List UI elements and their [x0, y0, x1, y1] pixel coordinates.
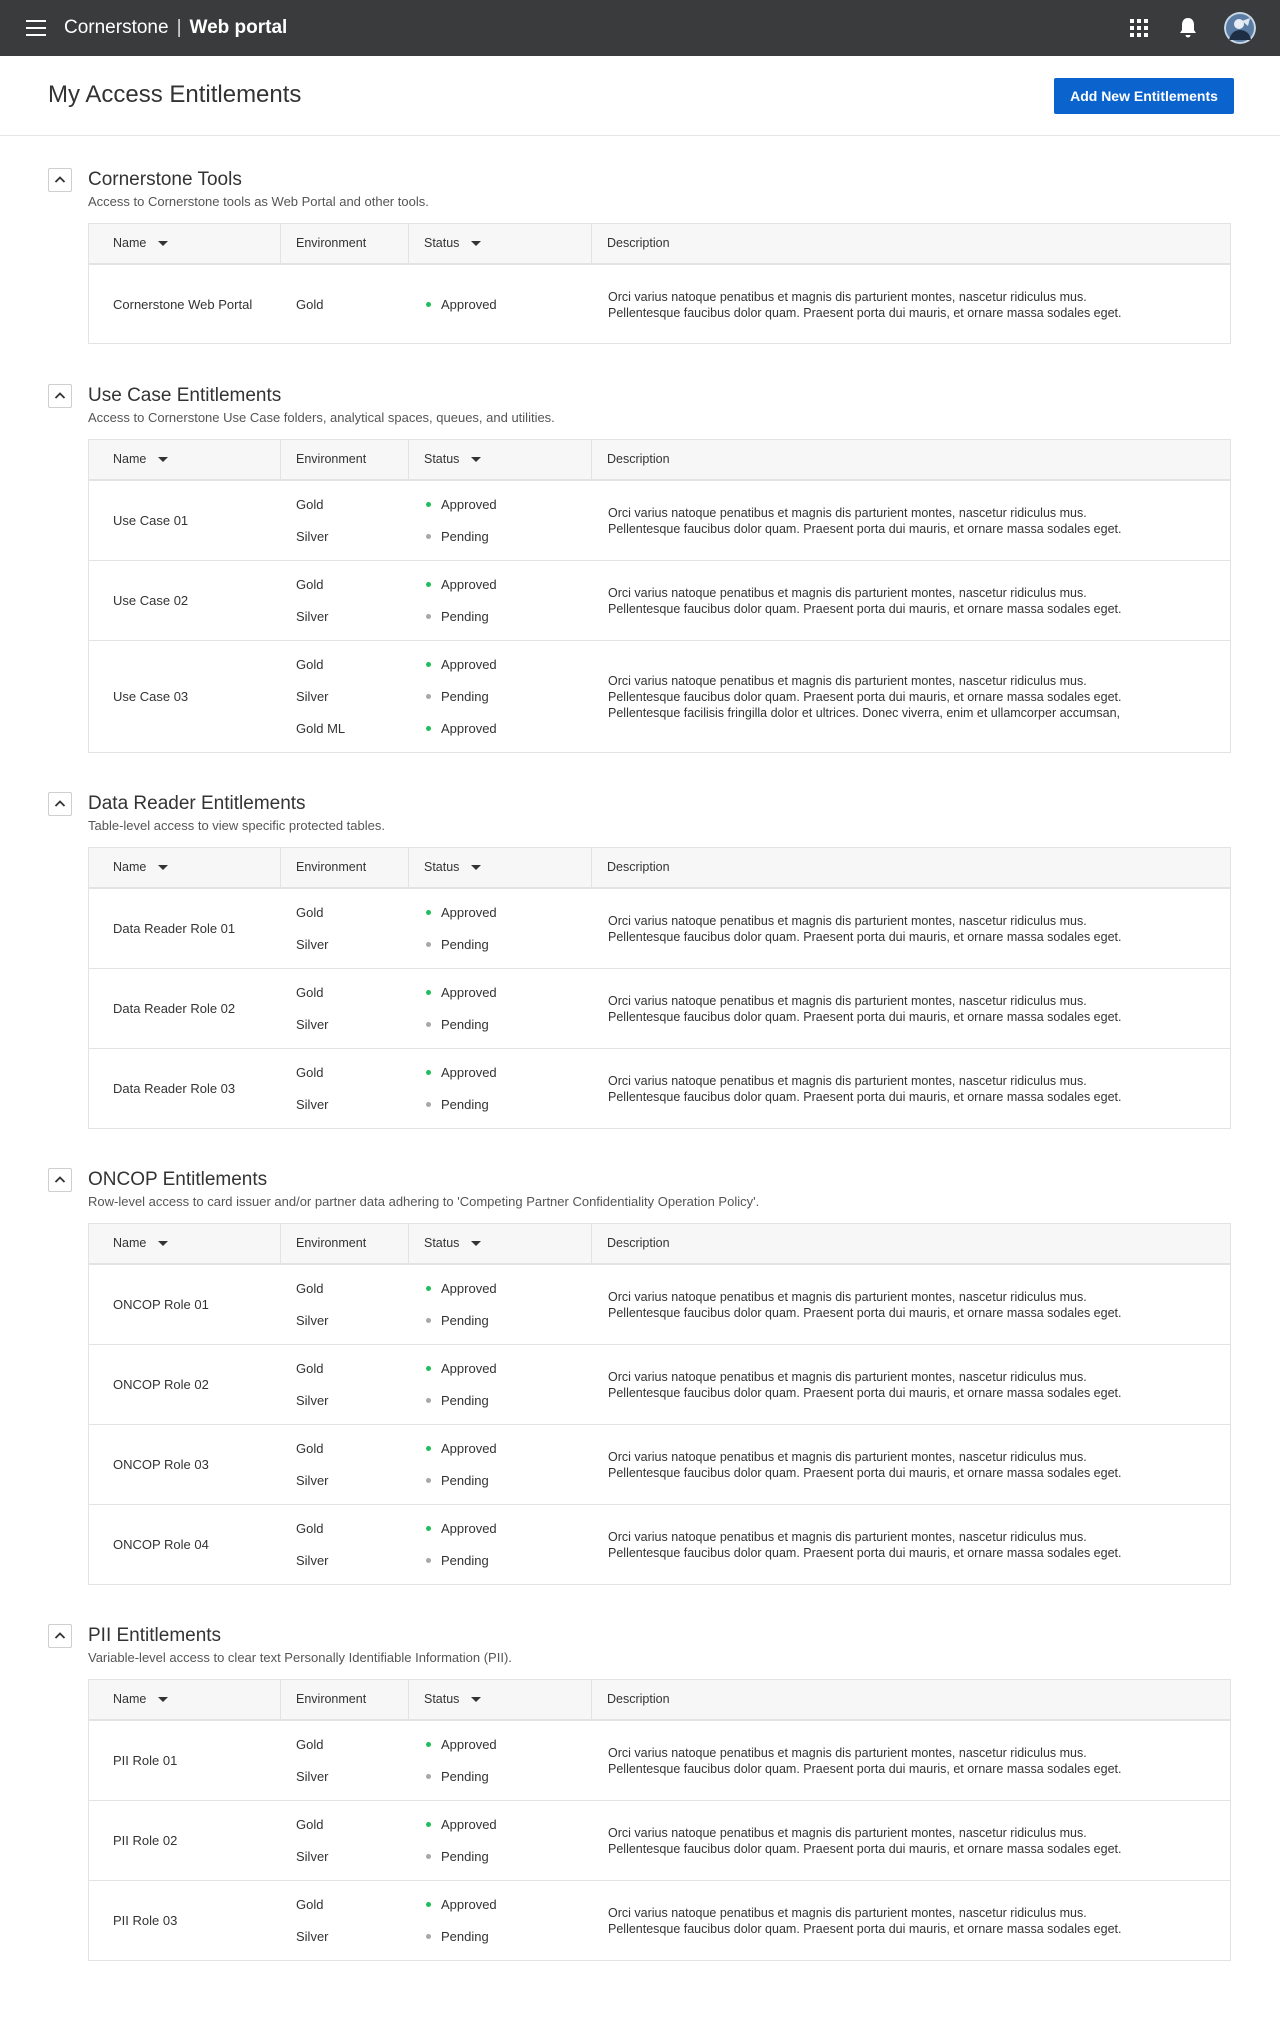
status-value — [426, 937, 489, 952]
status-label: Pending — [441, 689, 489, 704]
column-divider — [408, 848, 409, 887]
status-dot-icon — [426, 614, 431, 619]
status-label: Approved — [441, 657, 497, 672]
status-value — [426, 1441, 497, 1456]
sort-caret-down-icon[interactable] — [471, 865, 481, 870]
column-divider — [591, 848, 592, 887]
environment-value: Silver — [296, 1553, 329, 1568]
environment-value: Gold — [296, 1817, 324, 1832]
column-header-name[interactable]: Name — [113, 1680, 168, 1719]
status-label: Pending — [441, 609, 489, 624]
column-divider — [280, 224, 281, 263]
status-dot-icon — [426, 1286, 431, 1291]
status-dot-icon — [426, 1022, 431, 1027]
table-header — [89, 848, 1230, 888]
status-dot-icon — [426, 1366, 431, 1371]
status-label: Approved — [441, 577, 497, 592]
description-line: Pellentesque faucibus dolor quam. Praesent porta dui mauris, et ornare massa sodales eget. — [608, 602, 1122, 616]
status-dot-icon — [426, 1102, 431, 1107]
entitlement-description — [608, 1073, 1208, 1105]
table-row — [89, 1344, 1230, 1424]
status-label: Pending — [441, 1849, 489, 1864]
status-label: Pending — [441, 1017, 489, 1032]
table-row — [89, 1720, 1230, 1800]
environment-value: Gold — [296, 1737, 324, 1752]
collapse-section-button[interactable] — [48, 792, 72, 816]
column-divider — [280, 1224, 281, 1263]
entitlement-name: Data Reader Role 01 — [113, 921, 236, 936]
entitlement-name: Cornerstone Web Portal — [113, 296, 253, 312]
environment-value: Gold — [296, 657, 324, 672]
status-dot-icon — [426, 942, 431, 947]
collapse-section-button[interactable] — [48, 384, 72, 408]
environment-value: Gold — [296, 1065, 324, 1080]
entitlement-description — [608, 289, 1208, 321]
table-header — [89, 1224, 1230, 1264]
status-value — [426, 1553, 489, 1568]
column-divider — [280, 848, 281, 887]
entitlements-table — [88, 1223, 1231, 1585]
status-dot-icon — [426, 1446, 431, 1451]
collapse-section-button[interactable] — [48, 1624, 72, 1648]
table-row — [89, 1800, 1230, 1880]
entitlement-description — [608, 1745, 1208, 1777]
environment-value: Gold — [296, 905, 324, 920]
table-row — [89, 1048, 1230, 1128]
sort-caret-down-icon[interactable] — [158, 1241, 168, 1246]
chevron-up-icon — [54, 799, 66, 809]
description-line: Orci varius natoque penatibus et magnis dis parturient montes, nascetur ridiculus mus. — [608, 914, 1087, 928]
status-value — [426, 721, 497, 736]
column-header-description: Description — [607, 860, 670, 874]
status-dot-icon — [426, 1526, 431, 1531]
status-label: Approved — [441, 905, 497, 920]
column-header-name[interactable]: Name — [113, 1224, 168, 1263]
status-value — [426, 1737, 497, 1752]
description-line: Pellentesque faucibus dolor quam. Praesent porta dui mauris, et ornare massa sodales eget. — [608, 1306, 1122, 1320]
description-line: Pellentesque faucibus dolor quam. Praesent porta dui mauris, et ornare massa sodales eget. — [608, 1386, 1122, 1400]
description-line: Orci varius natoque penatibus et magnis dis parturient montes, nascetur ridiculus mus. — [608, 994, 1087, 1008]
environment-value: Silver — [296, 1849, 329, 1864]
sort-caret-down-icon[interactable] — [158, 457, 168, 462]
status-label: Approved — [441, 1737, 497, 1752]
column-divider — [408, 1680, 409, 1719]
description-line: Orci varius natoque penatibus et magnis dis parturient montes, nascetur ridiculus mus. — [608, 506, 1087, 520]
status-dot-icon — [426, 1318, 431, 1323]
status-dot-icon — [426, 694, 431, 699]
description-line: Orci varius natoque penatibus et magnis dis parturient montes, nascetur ridiculus mus. — [608, 1906, 1087, 1920]
status-value — [426, 1521, 497, 1536]
section-title: Use Case Entitlements — [88, 385, 282, 406]
status-label: Approved — [441, 1441, 497, 1456]
column-header-name[interactable]: Name — [113, 224, 168, 263]
status-dot-icon — [426, 534, 431, 539]
environment-value: Silver — [296, 1017, 329, 1032]
environment-value: Silver — [296, 1929, 329, 1944]
status-label: Pending — [441, 529, 489, 544]
collapse-section-button[interactable] — [48, 168, 72, 192]
sort-caret-down-icon[interactable] — [471, 1241, 481, 1246]
description-line: Pellentesque faucibus dolor quam. Praesent porta dui mauris, et ornare massa sodales eget. — [608, 690, 1122, 704]
table-row — [89, 968, 1230, 1048]
status-dot-icon — [426, 1742, 431, 1747]
sort-caret-down-icon[interactable] — [158, 241, 168, 246]
environment-value: Gold — [296, 985, 324, 1000]
description-line: Orci varius natoque penatibus et magnis dis parturient montes, nascetur ridiculus mus. — [608, 586, 1087, 600]
environment-value: Silver — [296, 1473, 329, 1488]
environment-value: Gold — [296, 1897, 324, 1912]
status-value — [426, 1313, 489, 1328]
status-dot-icon — [426, 1934, 431, 1939]
environment-value: Silver — [296, 1313, 329, 1328]
status-dot-icon — [426, 910, 431, 915]
environment-value: Silver — [296, 1393, 329, 1408]
chevron-up-icon — [54, 391, 66, 401]
column-header-environment: Environment — [296, 236, 367, 250]
page-title: My Access Entitlements — [48, 81, 302, 108]
status-value — [426, 297, 497, 312]
column-header-status[interactable]: Status — [424, 848, 481, 887]
column-divider — [591, 440, 592, 479]
entitlement-name: PII Role 03 — [113, 1913, 178, 1928]
description-line: Pellentesque faucibus dolor quam. Praesent porta dui mauris, et ornare massa sodales eget. — [608, 1010, 1122, 1024]
entitlement-description — [608, 1289, 1208, 1321]
description-line: Orci varius natoque penatibus et magnis dis parturient montes, nascetur ridiculus mus. — [608, 1370, 1087, 1384]
sort-caret-down-icon[interactable] — [471, 457, 481, 462]
description-line: Pellentesque faucibus dolor quam. Praesent porta dui mauris, et ornare massa sodales eget. — [608, 305, 1122, 320]
status-label: Pending — [441, 1553, 489, 1568]
top-bar — [0, 0, 1280, 56]
environment-value: Gold — [296, 1521, 324, 1536]
section-subtitle: Variable-level access to clear text Personally Identifiable Information (PII). — [88, 1650, 512, 1665]
status-value — [426, 985, 497, 1000]
status-dot-icon — [426, 1070, 431, 1075]
column-header-description: Description — [607, 1236, 670, 1250]
status-dot-icon — [426, 1774, 431, 1779]
sort-caret-down-icon[interactable] — [471, 241, 481, 246]
status-label: Approved — [441, 1521, 497, 1536]
entitlement-description — [608, 1529, 1208, 1561]
entitlement-description — [608, 993, 1208, 1025]
status-value — [426, 1817, 497, 1832]
status-value — [426, 1769, 489, 1784]
table-row — [89, 1424, 1230, 1504]
table-row — [89, 480, 1230, 560]
status-value — [426, 657, 497, 672]
status-dot-icon — [426, 502, 431, 507]
status-value — [426, 1361, 497, 1376]
column-header-description: Description — [607, 236, 670, 250]
column-header-status[interactable]: Status — [424, 224, 481, 263]
description-line: Orci varius natoque penatibus et magnis dis parturient montes, nascetur ridiculus mus. — [608, 1826, 1087, 1840]
status-value — [426, 609, 489, 624]
environment-value: Silver — [296, 609, 329, 624]
status-label: Pending — [441, 937, 489, 952]
notification-bell-icon[interactable] — [1179, 17, 1197, 39]
status-dot-icon — [426, 990, 431, 995]
column-header-name[interactable]: Name — [113, 440, 168, 479]
entitlement-name: Use Case 02 — [113, 593, 189, 608]
status-dot-icon — [426, 302, 431, 307]
description-line: Orci varius natoque penatibus et magnis dis parturient montes, nascetur ridiculus mus. — [608, 1746, 1087, 1760]
sort-caret-down-icon[interactable] — [158, 865, 168, 870]
table-row — [89, 1504, 1230, 1584]
section-title: ONCOP Entitlements — [88, 1169, 268, 1190]
description-line: Pellentesque faucibus dolor quam. Praesent porta dui mauris, et ornare massa sodales eget. — [608, 1922, 1122, 1936]
status-label: Pending — [441, 1769, 489, 1784]
status-value — [426, 1897, 497, 1912]
description-line: Pellentesque faucibus dolor quam. Praesent porta dui mauris, et ornare massa sodales eget. — [608, 1842, 1122, 1856]
description-line: Orci varius natoque penatibus et magnis dis parturient montes, nascetur ridiculus mus. — [608, 1074, 1087, 1088]
entitlement-name: Data Reader Role 02 — [113, 1001, 236, 1016]
column-divider — [280, 440, 281, 479]
entitlements-table — [88, 847, 1231, 1129]
description-line: Pellentesque faucibus dolor quam. Praesent porta dui mauris, et ornare massa sodales eget. — [608, 1090, 1122, 1104]
status-label: Approved — [441, 296, 497, 312]
table-header — [89, 224, 1230, 264]
environment-value: Silver — [296, 529, 329, 544]
environment-value: Silver — [296, 937, 329, 952]
description-line: Pellentesque faucibus dolor quam. Praesent porta dui mauris, et ornare massa sodales eget. — [608, 1546, 1122, 1560]
column-header-status[interactable]: Status — [424, 1680, 481, 1719]
entitlement-name: ONCOP Role 02 — [113, 1377, 209, 1392]
entitlement-description — [608, 913, 1208, 945]
entitlement-name: Use Case 01 — [113, 513, 189, 528]
table-header — [89, 440, 1230, 480]
description-line: Pellentesque faucibus dolor quam. Praesent porta dui mauris, et ornare massa sodales eget. — [608, 1466, 1122, 1480]
entitlement-name: PII Role 01 — [113, 1753, 178, 1768]
column-header-environment: Environment — [296, 1692, 367, 1706]
column-header-environment: Environment — [296, 452, 367, 466]
entitlement-name: ONCOP Role 01 — [113, 1297, 209, 1312]
environment-value: Gold — [296, 577, 324, 592]
status-label: Approved — [441, 1361, 497, 1376]
status-dot-icon — [426, 1478, 431, 1483]
environment-value: Gold — [296, 1361, 324, 1376]
status-label: Approved — [441, 1897, 497, 1912]
column-divider — [408, 224, 409, 263]
status-dot-icon — [426, 1902, 431, 1907]
section-title: Cornerstone Tools — [88, 169, 242, 190]
environment-value: Gold — [296, 296, 324, 312]
environment-value: Gold — [296, 1441, 324, 1456]
entitlements-table — [88, 439, 1231, 753]
environment-value: Silver — [296, 689, 329, 704]
status-dot-icon — [426, 1854, 431, 1859]
table-header — [89, 1680, 1230, 1720]
brand-separator: | — [176, 17, 182, 38]
status-value — [426, 1929, 489, 1944]
section-subtitle: Table-level access to view specific protected tables. — [88, 818, 385, 833]
status-value — [426, 1393, 489, 1408]
status-label: Pending — [441, 1313, 489, 1328]
status-label: Approved — [441, 1281, 497, 1296]
entitlement-description — [608, 505, 1208, 537]
entitlement-description — [608, 673, 1208, 721]
column-divider — [591, 1224, 592, 1263]
status-dot-icon — [426, 1558, 431, 1563]
entitlement-description — [608, 585, 1208, 617]
table-row — [89, 888, 1230, 968]
environment-value: Silver — [296, 1769, 329, 1784]
entitlement-name: PII Role 02 — [113, 1833, 178, 1848]
sort-caret-down-icon[interactable] — [158, 1697, 168, 1702]
entitlement-name: Data Reader Role 03 — [113, 1081, 236, 1096]
status-label: Pending — [441, 1393, 489, 1408]
status-value — [426, 1281, 497, 1296]
table-row — [89, 560, 1230, 640]
status-dot-icon — [426, 662, 431, 667]
description-line: Pellentesque faucibus dolor quam. Praesent porta dui mauris, et ornare massa sodales eget. — [608, 930, 1122, 944]
status-value — [426, 497, 497, 512]
description-line: Orci varius natoque penatibus et magnis dis parturient montes, nascetur ridiculus mus. — [608, 289, 1087, 304]
section-title: PII Entitlements — [88, 1625, 222, 1646]
entitlement-name: ONCOP Role 04 — [113, 1537, 209, 1552]
entitlements-table — [88, 1679, 1231, 1961]
collapse-section-button[interactable] — [48, 1168, 72, 1192]
entitlement-description — [608, 1825, 1208, 1857]
table-row — [89, 640, 1230, 752]
column-header-description: Description — [607, 1692, 670, 1706]
description-line: Orci varius natoque penatibus et magnis dis parturient montes, nascetur ridiculus mus. — [608, 674, 1087, 688]
page-header — [0, 56, 1280, 136]
column-header-environment: Environment — [296, 1236, 367, 1250]
section-subtitle: Access to Cornerstone Use Case folders, analytical spaces, queues, and utilities. — [88, 410, 555, 425]
status-label: Pending — [441, 1473, 489, 1488]
menu-icon[interactable] — [26, 20, 46, 36]
description-line: Pellentesque faucibus dolor quam. Praesent porta dui mauris, et ornare massa sodales eget. — [608, 522, 1122, 536]
status-value — [426, 1473, 489, 1488]
status-label: Pending — [441, 1929, 489, 1944]
table-row — [89, 1880, 1230, 1960]
status-label: Approved — [441, 1817, 497, 1832]
status-value — [426, 1065, 497, 1080]
entitlement-name: ONCOP Role 03 — [113, 1457, 209, 1472]
entitlements-table — [88, 223, 1231, 344]
status-dot-icon — [426, 582, 431, 587]
brand-name: Cornerstone — [64, 17, 169, 38]
chevron-up-icon — [54, 1175, 66, 1185]
sort-caret-down-icon[interactable] — [471, 1697, 481, 1702]
chevron-up-icon — [54, 1631, 66, 1641]
apps-grid-icon[interactable] — [1130, 19, 1148, 37]
entitlement-description — [608, 1449, 1208, 1481]
environment-value: Gold ML — [296, 721, 346, 736]
column-header-name[interactable]: Name — [113, 848, 168, 887]
status-label: Approved — [441, 1065, 497, 1080]
environment-value: Silver — [296, 1097, 329, 1112]
environment-value: Gold — [296, 497, 324, 512]
status-value — [426, 1849, 489, 1864]
status-value — [426, 905, 497, 920]
section-subtitle: Access to Cornerstone tools as Web Portal and other tools. — [88, 194, 429, 209]
product-name: Web portal — [189, 17, 288, 38]
status-label: Approved — [441, 497, 497, 512]
status-label: Pending — [441, 1097, 489, 1112]
status-value — [426, 1097, 489, 1112]
status-label: Approved — [441, 721, 497, 736]
description-line: Orci varius natoque penatibus et magnis dis parturient montes, nascetur ridiculus mus. — [608, 1290, 1087, 1304]
entitlement-name: Use Case 03 — [113, 689, 189, 704]
chevron-up-icon — [54, 175, 66, 185]
entitlement-description — [608, 1369, 1208, 1401]
column-divider — [280, 1680, 281, 1719]
status-value — [426, 529, 489, 544]
add-new-entitlements-button[interactable]: Add New Entitlements — [1054, 78, 1234, 114]
environment-value: Gold — [296, 1281, 324, 1296]
section-title: Data Reader Entitlements — [88, 793, 306, 814]
column-divider — [591, 1680, 592, 1719]
column-divider — [408, 1224, 409, 1263]
status-value — [426, 689, 489, 704]
description-line: Orci varius natoque penatibus et magnis dis parturient montes, nascetur ridiculus mus. — [608, 1530, 1087, 1544]
column-header-environment: Environment — [296, 860, 367, 874]
status-value — [426, 577, 497, 592]
column-header-description: Description — [607, 452, 670, 466]
column-header-status[interactable]: Status — [424, 440, 481, 479]
table-row — [89, 1264, 1230, 1344]
description-line: Orci varius natoque penatibus et magnis dis parturient montes, nascetur ridiculus mus. — [608, 1450, 1087, 1464]
description-line: Pellentesque facilisis fringilla dolor et ultrices. Donec viverra, enim et ullamcorper accumsan, — [608, 706, 1121, 720]
column-divider — [408, 440, 409, 479]
status-dot-icon — [426, 1822, 431, 1827]
status-dot-icon — [426, 1398, 431, 1403]
status-dot-icon — [426, 726, 431, 731]
table-row — [89, 264, 1230, 343]
brand[interactable] — [64, 0, 287, 56]
status-label: Approved — [441, 985, 497, 1000]
section-subtitle: Row-level access to card issuer and/or partner data adhering to 'Competing Partner Confidentiality Operation Policy'. — [88, 1194, 760, 1209]
column-divider — [591, 224, 592, 263]
column-header-status[interactable]: Status — [424, 1224, 481, 1263]
status-value — [426, 1017, 489, 1032]
entitlement-description — [608, 1905, 1208, 1937]
description-line: Pellentesque faucibus dolor quam. Praesent porta dui mauris, et ornare massa sodales eget. — [608, 1762, 1122, 1776]
user-avatar[interactable] — [1224, 12, 1256, 44]
